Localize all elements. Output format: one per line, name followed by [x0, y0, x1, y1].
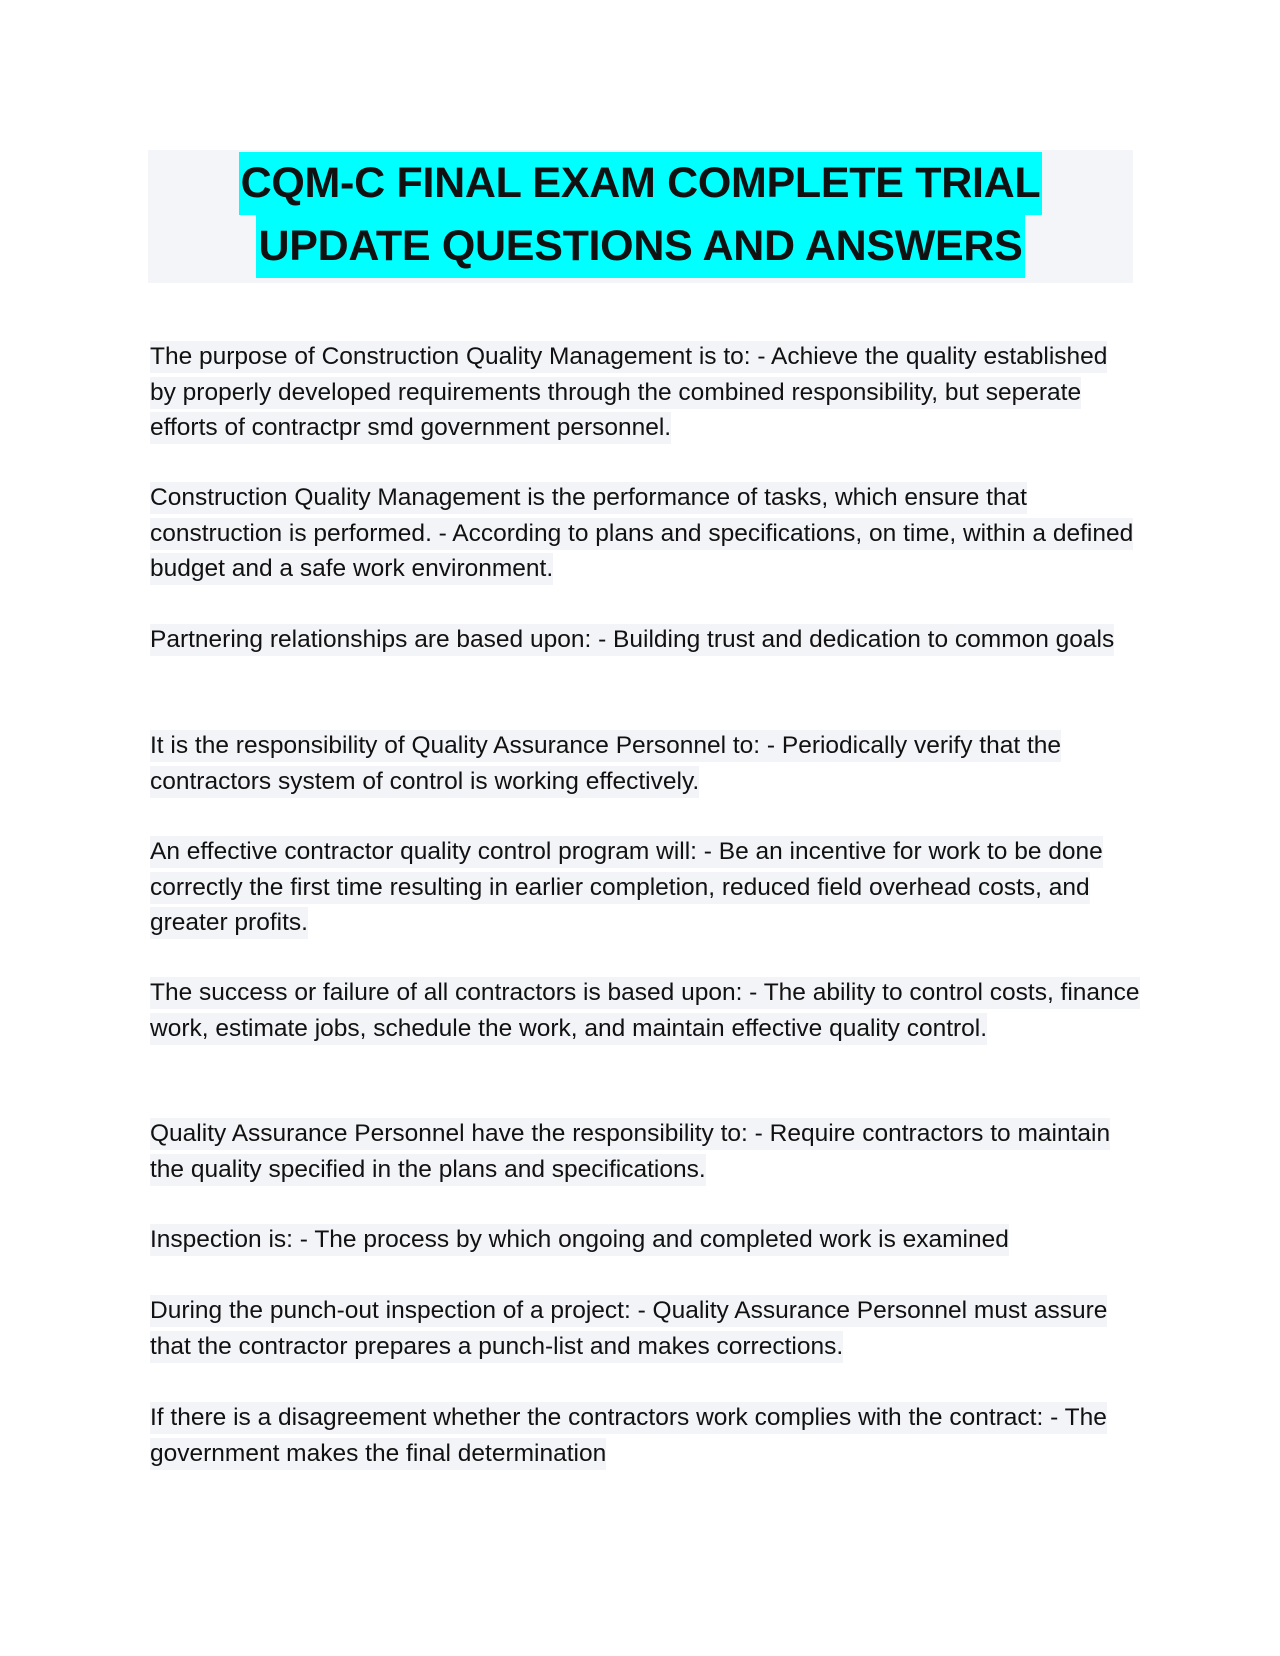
qa-entry-text: If there is a disagreement whether the contractors work complies with the contract: - The government makes the final determination [150, 1402, 1107, 1470]
qa-entry-text: Quality Assurance Personnel have the responsibility to: - Require contractors to maintain the quality specified in the plans and specifications. [150, 1118, 1110, 1186]
qa-entry-text: Construction Quality Management is the performance of tasks, which ensure that construction is performed. - According to plans and specifications, on time, within a defined budget and a safe work environment. [150, 482, 1133, 585]
qa-entry [150, 1293, 1140, 1364]
qa-entry-text: An effective contractor quality control program will: - Be an incentive for work to be done correctly the first time resulting in earlier completion, reduced field overhead costs, and greater profits. [150, 836, 1103, 939]
qa-entry [150, 834, 1140, 941]
document-title [148, 150, 1133, 283]
qa-entry-text: Inspection is: - The process by which ongoing and completed work is examined [150, 1224, 1009, 1256]
title-line-2: UPDATE QUESTIONS AND ANSWERS [256, 215, 1024, 278]
qa-entry [150, 1116, 1140, 1187]
qa-entry [150, 728, 1140, 799]
qa-entry [150, 1400, 1140, 1471]
title-line-1: CQM-C FINAL EXAM COMPLETE TRIAL [239, 152, 1043, 215]
qa-entry [150, 339, 1140, 446]
qa-entry-text: It is the responsibility of Quality Assurance Personnel to: - Periodically verify that the contractors system of control is working effectively. [150, 730, 1061, 798]
qa-entry [150, 622, 1140, 658]
qa-entry-text: The success or failure of all contractors is based upon: - The ability to control costs, finance work, estimate jobs, schedule the work, and maintain effective quality control. [150, 977, 1140, 1045]
qa-entry [150, 1222, 1140, 1258]
qa-entry-text: Partnering relationships are based upon: - Building trust and dedication to common goals [150, 624, 1114, 656]
qa-entry-text: The purpose of Construction Quality Management is to: - Achieve the quality established by properly developed requirements through the combined responsibility, but seperate efforts of contractpr smd government personnel. [150, 341, 1107, 444]
qa-entry-text: During the punch-out inspection of a project: - Quality Assurance Personnel must assure that the contractor prepares a punch-list and makes corrections. [150, 1295, 1107, 1363]
qa-entry [150, 975, 1140, 1046]
qa-entry [150, 480, 1140, 587]
